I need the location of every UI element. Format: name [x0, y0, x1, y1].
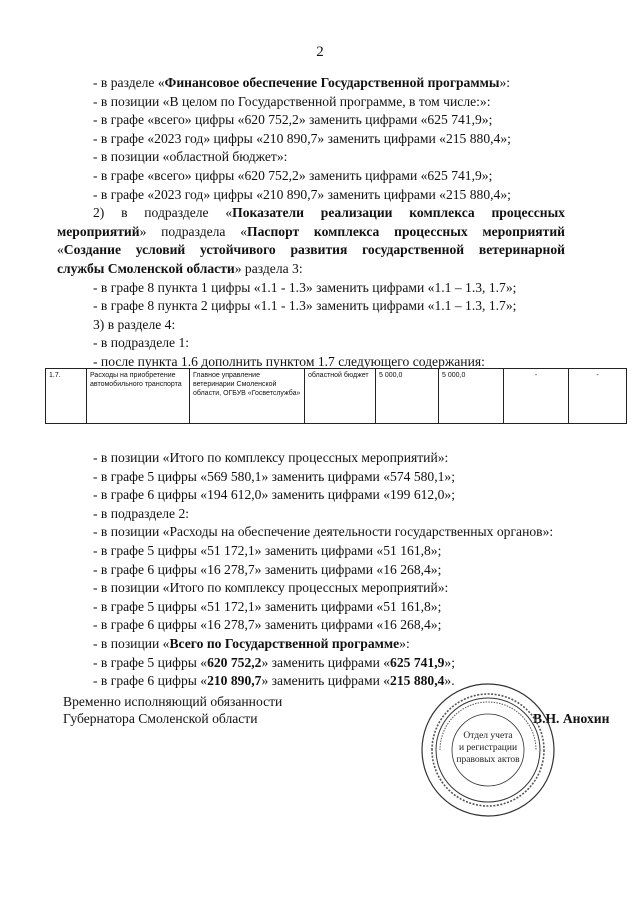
text-line: - в позиции «Всего по Государственной программе»:: [93, 635, 410, 651]
text-line: - в графе 6 цифры «194 612,0» заменить цифрами «199 612,0»;: [93, 487, 455, 503]
registration-stamp-icon: [418, 680, 558, 820]
amendments-top: [57, 74, 565, 372]
stamp-text: правовых актов: [456, 755, 520, 765]
text-line: - в подразделе 2:: [93, 505, 190, 521]
page-number: 2: [316, 44, 324, 60]
text-line: - в позиции «В целом по Государственной программе, в том числе:»:: [93, 93, 491, 109]
text-line: - в графе «всего» цифры «620 752,2» заменить цифрами «625 741,9»;: [93, 167, 493, 183]
table-cell-number: 1.7.: [46, 369, 87, 424]
text-line: - в графе 5 цифры «620 752,2» заменить цифрами «625 741,9»;: [93, 654, 455, 670]
text-line: - в позиции «Итого по комплексу процессных мероприятий»:: [93, 450, 449, 465]
text-line: - в позиции «областной бюджет»:: [93, 149, 288, 165]
table-cell-executor: Главное управление ветеринарии Смоленской области, ОГБУВ «Госветслужба»: [190, 369, 305, 424]
text-line: - в графе «всего» цифры «620 752,2» заменить цифрами «625 741,9»;: [93, 112, 493, 128]
text-line: - в графе 8 пункта 1 цифры «1.1 - 1.3» заменить цифрами «1.1 – 1.3, 1.7»;: [93, 279, 517, 295]
text-line: - после пункта 1.6 дополнить пунктом 1.7 следующего содержания:: [93, 353, 485, 369]
table-cell-name: Расходы на приобретение автомобильного транспорта: [87, 369, 190, 424]
inserted-row-table: [45, 368, 627, 424]
text-line: - в графе «2023 год» цифры «210 890,7» заменить цифрами «215 880,4»;: [93, 186, 511, 202]
text-line: - в графе 8 пункта 2 цифры «1.1 - 1.3» заменить цифрами «1.1 – 1.3, 1.7»;: [93, 298, 517, 314]
text-line: - в разделе «Финансовое обеспечение Государственной программы»:: [93, 75, 511, 90]
signatory-title-line: Временно исполняющий обязанности: [63, 694, 283, 709]
text-line: - в графе 6 цифры «16 278,7» заменить цифрами «16 268,4»;: [93, 561, 442, 577]
signatory-name: В.Н. Анохин: [533, 711, 610, 726]
text-line: - в графе 5 цифры «51 172,1» заменить цифрами «51 161,8»;: [93, 598, 442, 614]
paragraph-2-line-4: службы Смоленской области» раздела 3:: [57, 260, 303, 276]
table-cell-2023: 5 000,0: [439, 369, 504, 424]
text-line: - в позиции «Итого по комплексу процессных мероприятий»:: [93, 580, 449, 596]
stamp-text: Отдел учета: [463, 731, 513, 741]
text-line: - в позиции «Расходы на обеспечение деятельности государственных органов»:: [93, 524, 554, 540]
text-line: - в графе 5 цифры «51 172,1» заменить цифрами «51 161,8»;: [93, 542, 442, 558]
text-line: - в графе «2023 год» цифры «210 890,7» заменить цифрами «215 880,4»;: [93, 130, 511, 146]
table-cell-2025: -: [569, 369, 627, 424]
text-line: - в подразделе 1:: [93, 335, 190, 351]
table-row: [46, 369, 627, 424]
table-cell-2024: -: [504, 369, 569, 424]
paragraph-2-line-1: 2) в подразделе «Показатели реализации комплекса процессных: [93, 205, 565, 221]
text-line: - в графе 5 цифры «569 580,1» заменить цифрами «574 580,1»;: [93, 468, 455, 484]
paragraph-2-line-2: мероприятий» подраздела «Паспорт комплекса процессных мероприятий: [57, 223, 565, 239]
text-line: 3) в разделе 4:: [93, 316, 176, 332]
text-line: - в графе 6 цифры «16 278,7» заменить цифрами «16 268,4»;: [93, 617, 442, 633]
paragraph-2-line-3: «Создание условий устойчивого развития государственной ветеринарной: [57, 242, 565, 258]
text-line: - в графе 6 цифры «210 890,7» заменить цифрами «215 880,4».: [93, 673, 455, 689]
table-cell-source: областной бюджет: [305, 369, 376, 424]
signatory-title: [63, 693, 282, 727]
stamp-text: и регистрации: [458, 743, 518, 753]
signatory-title-line: Губернатора Смоленской области: [63, 711, 258, 726]
amendments-bottom: [57, 449, 577, 691]
table-cell-total: 5 000,0: [376, 369, 439, 424]
